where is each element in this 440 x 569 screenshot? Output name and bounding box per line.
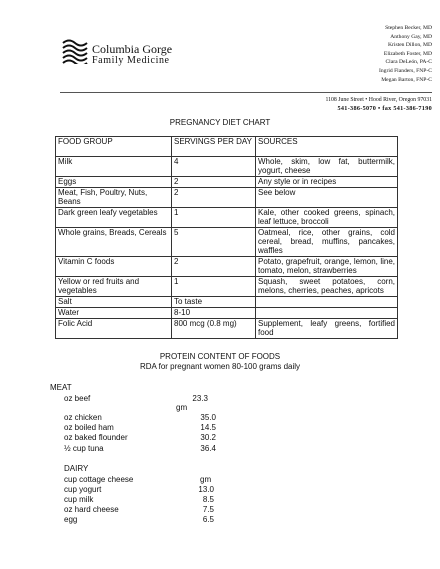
- food-group-cell: Yellow or red fruits and vegetables: [56, 277, 172, 297]
- protein-item-value: 23.3: [192, 394, 208, 403]
- column-header: FOOD GROUP: [56, 137, 172, 157]
- servings-cell: 2: [172, 188, 256, 208]
- staff-name: Anthony Gay, MD: [390, 33, 432, 40]
- sources-cell: Whole, skim, low fat, buttermilk, yogurt, cheese: [256, 157, 398, 177]
- food-group-cell: Folic Acid: [56, 319, 172, 339]
- protein-subheading: RDA for pregnant women 80-100 grams daily: [139, 362, 301, 371]
- food-group-cell: Eggs: [56, 177, 172, 188]
- page-title: PREGNANCY DIET CHART: [169, 118, 271, 127]
- staff-name: Ingrid Flanders, FNP-C: [379, 67, 432, 74]
- protein-heading: PROTEIN CONTENT OF FOODS: [159, 352, 281, 361]
- food-group-cell: Milk: [56, 157, 172, 177]
- protein-unit: gm: [176, 403, 188, 412]
- protein-item-value: 8.5: [202, 495, 214, 504]
- protein-item-value: 6.5: [202, 515, 214, 524]
- protein-item-name: cup cottage cheese: [64, 475, 134, 484]
- logo-text: [92, 44, 172, 66]
- protein-item-value: 13.0: [198, 485, 214, 494]
- sources-cell: Supplement, leafy greens, fortified food: [256, 319, 398, 339]
- header-divider: [60, 92, 432, 93]
- sources-cell: [256, 308, 398, 319]
- sources-cell: [256, 297, 398, 308]
- servings-cell: 800 mcg (0.8 mg): [172, 319, 256, 339]
- protein-item-name: oz boiled ham: [64, 423, 114, 432]
- clinic-address: 1108 June Street • Hood River, Oregon 97031: [325, 97, 432, 103]
- protein-item-name: oz chicken: [64, 413, 102, 422]
- sources-cell: See below: [256, 188, 398, 208]
- diet-chart-table: [55, 136, 398, 339]
- table-row: [56, 188, 398, 208]
- table-row: [56, 228, 398, 257]
- table-row: [56, 157, 398, 177]
- servings-cell: 1: [172, 208, 256, 228]
- logo-mark-icon: [62, 34, 88, 64]
- protein-item-name: egg: [64, 515, 78, 524]
- protein-section-heading: [0, 352, 440, 372]
- protein-item-value: 30.2: [200, 433, 216, 442]
- clinic-phone: 541-386-5070 • fax 541-386-7190: [337, 105, 432, 112]
- servings-cell: 5: [172, 228, 256, 257]
- sources-cell: Squash, sweet potatoes, corn, melons, cherries, peaches, apricots: [256, 277, 398, 297]
- sources-cell: Kale, other cooked greens, spinach, leaf lettuce, broccoli: [256, 208, 398, 228]
- table-row: [56, 257, 398, 277]
- table-row: [56, 319, 398, 339]
- protein-item-name: cup milk: [64, 495, 94, 504]
- food-group-cell: Dark green leafy vegetables: [56, 208, 172, 228]
- servings-cell: 8-10: [172, 308, 256, 319]
- staff-name: Megan Barton, FNP-C: [381, 76, 432, 83]
- staff-name: Kristen Dillon, MD: [388, 42, 432, 49]
- table-row: [56, 277, 398, 297]
- protein-item-value: 7.5: [202, 505, 214, 514]
- staff-name: Clara DeLeón, PA-C: [385, 59, 432, 66]
- table-row: [56, 208, 398, 228]
- protein-item-name: oz beef: [64, 394, 91, 403]
- table-row: [56, 297, 398, 308]
- servings-cell: 2: [172, 257, 256, 277]
- logo-subtitle: Family Medicine: [92, 55, 170, 66]
- clinic-address-block: [325, 96, 432, 113]
- column-header: SERVINGS PER DAY: [172, 137, 256, 157]
- servings-cell: 1: [172, 277, 256, 297]
- staff-name: Stephen Becker, MD: [385, 25, 432, 31]
- servings-cell: To taste: [172, 297, 256, 308]
- protein-item-name: oz hard cheese: [64, 505, 119, 514]
- food-group-cell: Whole grains, Breads, Cereals: [56, 228, 172, 257]
- food-group-cell: Water: [56, 308, 172, 319]
- protein-item-value: 14.5: [200, 423, 216, 432]
- logo-name: Columbia Gorge: [92, 42, 173, 56]
- staff-name: Elizabeth Foster, MD: [383, 50, 432, 57]
- table-row: [56, 308, 398, 319]
- meat-category-label: MEAT: [50, 383, 72, 392]
- table-header-row: [56, 137, 398, 157]
- dairy-category-label: DAIRY: [64, 464, 89, 473]
- protein-item-name: ½ cup tuna: [64, 444, 104, 453]
- protein-item-name: oz baked flounder: [64, 433, 128, 442]
- protein-item-value: 35.0: [200, 413, 216, 422]
- food-group-cell: Salt: [56, 297, 172, 308]
- staff-list: [282, 24, 432, 84]
- protein-unit: gm: [200, 475, 212, 484]
- food-group-cell: Vitamin C foods: [56, 257, 172, 277]
- sources-cell: Potato, grapefruit, orange, lemon, line, tomato, melon, strawberries: [256, 257, 398, 277]
- servings-cell: 2: [172, 177, 256, 188]
- servings-cell: 4: [172, 157, 256, 177]
- protein-item-name: cup yogurt: [64, 485, 102, 494]
- protein-item-value: 36.4: [200, 444, 216, 453]
- sources-cell: Any style or in recipes: [256, 177, 398, 188]
- sources-cell: Oatmeal, rice, other grains, cold cereal, bread, muffins, pancakes, waffles: [256, 228, 398, 257]
- column-header: SOURCES: [256, 137, 398, 157]
- table-row: [56, 177, 398, 188]
- food-group-cell: Meat, Fish, Poultry, Nuts, Beans: [56, 188, 172, 208]
